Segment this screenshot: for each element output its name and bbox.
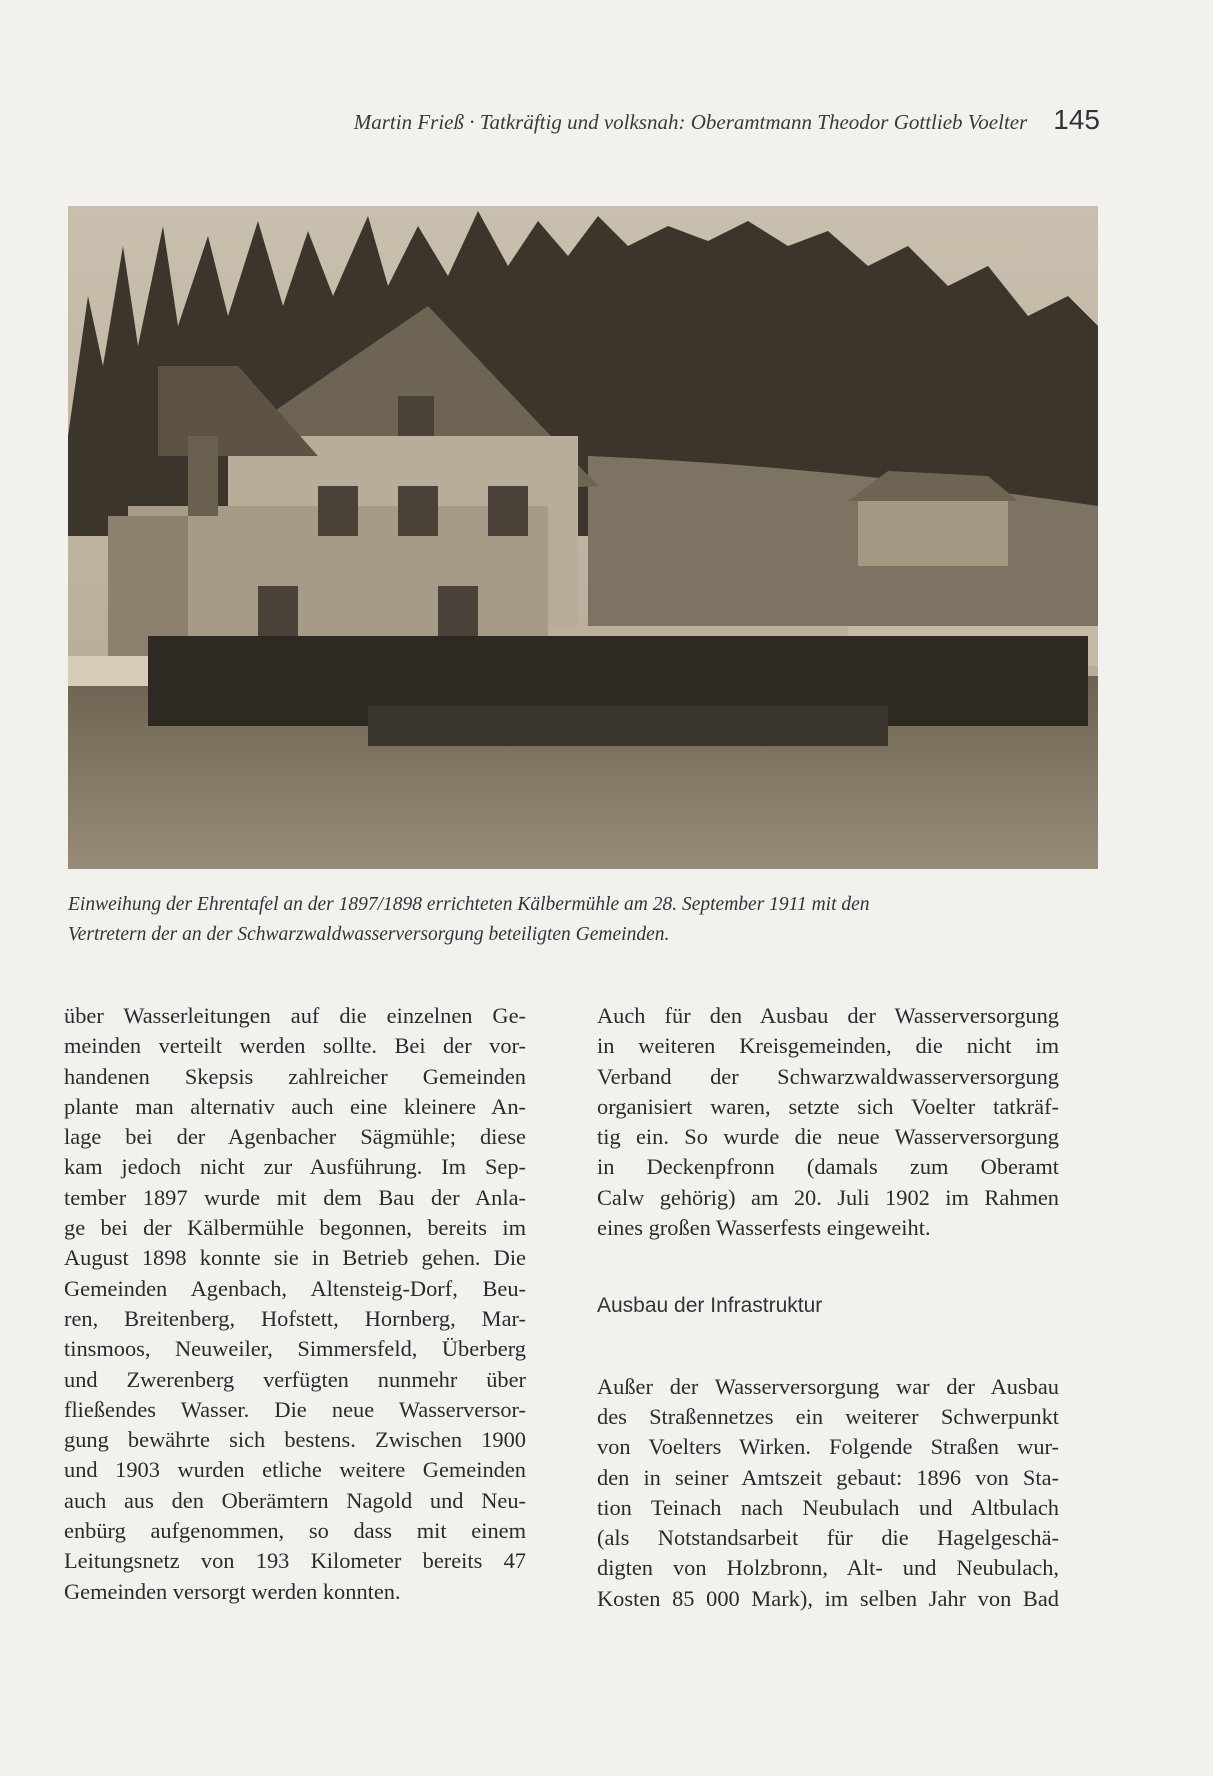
text-line: von Voelters Wirken. Folgende Straßen wur- xyxy=(597,1434,1059,1460)
text-line: kam jedoch nicht zur Ausführung. Im Sep- xyxy=(64,1154,526,1180)
text-line: gung bewährte sich bestens. Zwischen 1900 xyxy=(64,1427,526,1453)
text-line: August 1898 konnte sie in Betrieb gehen. Die xyxy=(64,1245,526,1271)
text-line: enbürg aufgenommen, so dass mit einem xyxy=(64,1518,526,1544)
text-line: tember 1897 wurde mit dem Bau der Anla- xyxy=(64,1184,526,1210)
text-line: den in seiner Amtszeit gebaut: 1896 von Sta- xyxy=(597,1464,1059,1490)
text-line: auch aus den Oberämtern Nagold und Neu- xyxy=(64,1487,526,1513)
text-line: (als Notstandsarbeit für die Hagelgeschä- xyxy=(597,1525,1059,1551)
caption-line: Einweihung der Ehrentafel an der 1897/1898 errichteten Kälbermühle am 28. September 1911 mit den xyxy=(68,894,870,915)
figure-caption xyxy=(68,890,1108,950)
text-line: fließendes Wasser. Die neue Wasserversor- xyxy=(64,1396,526,1422)
text-line: über Wasserleitungen auf die einzelnen Ge- xyxy=(64,1003,526,1028)
text-line: in Deckenpfronn (damals zum Oberamt xyxy=(597,1154,1059,1180)
text-line: ren, Breitenberg, Hofstett, Hornberg, Mar- xyxy=(64,1305,526,1331)
text-line: organisiert waren, setzte sich Voelter tatkräf- xyxy=(597,1093,1059,1119)
text-line: Gemeinden Agenbach, Altensteig-Dorf, Beu- xyxy=(64,1275,526,1301)
text-line: des Straßennetzes ein weiterer Schwerpunkt xyxy=(597,1403,1059,1429)
text-line: Calw gehörig) am 20. Juli 1902 im Rahmen xyxy=(597,1184,1059,1210)
text-line: Gemeinden versorgt werden konnten. xyxy=(64,1578,401,1604)
text-line: plante man alternativ auch eine kleinere An- xyxy=(64,1093,526,1119)
caption-line: Vertretern der an der Schwarzwaldwasserversorgung beteiligten Gemeinden. xyxy=(68,924,670,945)
text-line: tion Teinach nach Neubulach und Altbulach xyxy=(597,1494,1059,1520)
text-line: tinsmoos, Neuweiler, Simmersfeld, Überberg xyxy=(64,1336,526,1362)
section-heading: Ausbau der Infrastruktur xyxy=(597,1294,823,1318)
right-paragraph-1 xyxy=(597,1001,1059,1243)
historical-photo xyxy=(68,206,1098,869)
text-line: lage bei der Agenbacher Sägmühle; diese xyxy=(64,1124,526,1150)
text-line: und 1903 wurden etliche weitere Gemeinden xyxy=(64,1457,526,1483)
text-line: Auch für den Ausbau der Wasserversorgung xyxy=(597,1003,1059,1028)
text-line: in weiteren Kreisgemeinden, die nicht im xyxy=(597,1033,1059,1059)
text-line: Leitungsnetz von 193 Kilometer bereits 47 xyxy=(64,1548,526,1574)
photo-illustration xyxy=(68,206,1098,869)
page-number: 145 xyxy=(1053,104,1100,135)
right-paragraph-2 xyxy=(597,1372,1059,1614)
text-line: meinden verteilt werden sollte. Bei der vor- xyxy=(64,1033,526,1059)
running-head xyxy=(150,104,1100,140)
right-column xyxy=(597,1001,1059,1614)
text-line: digten von Holzbronn, Alt- und Neubulach, xyxy=(597,1555,1059,1581)
text-line: Verband der Schwarzwaldwasserversorgung xyxy=(597,1063,1059,1089)
text-line: Außer der Wasserversorgung war der Ausbau xyxy=(597,1373,1059,1399)
running-title: Martin Frieß · Tatkräftig und volksnah: Oberamtmann Theodor Gottlieb Voelter xyxy=(353,110,1028,134)
text-line: ge bei der Kälbermühle begonnen, bereits im xyxy=(64,1215,526,1241)
left-paragraph xyxy=(64,1001,526,1607)
text-line: tig ein. So wurde die neue Wasserversorgung xyxy=(597,1124,1059,1150)
left-column xyxy=(64,1001,526,1607)
text-line: Kosten 85 000 Mark), im selben Jahr von Bad xyxy=(597,1585,1059,1611)
text-line: und Zwerenberg verfügten nunmehr über xyxy=(64,1366,526,1392)
text-line: eines großen Wasserfests eingeweiht. xyxy=(597,1215,931,1241)
text-line: handenen Skepsis zahlreicher Gemeinden xyxy=(64,1063,526,1089)
